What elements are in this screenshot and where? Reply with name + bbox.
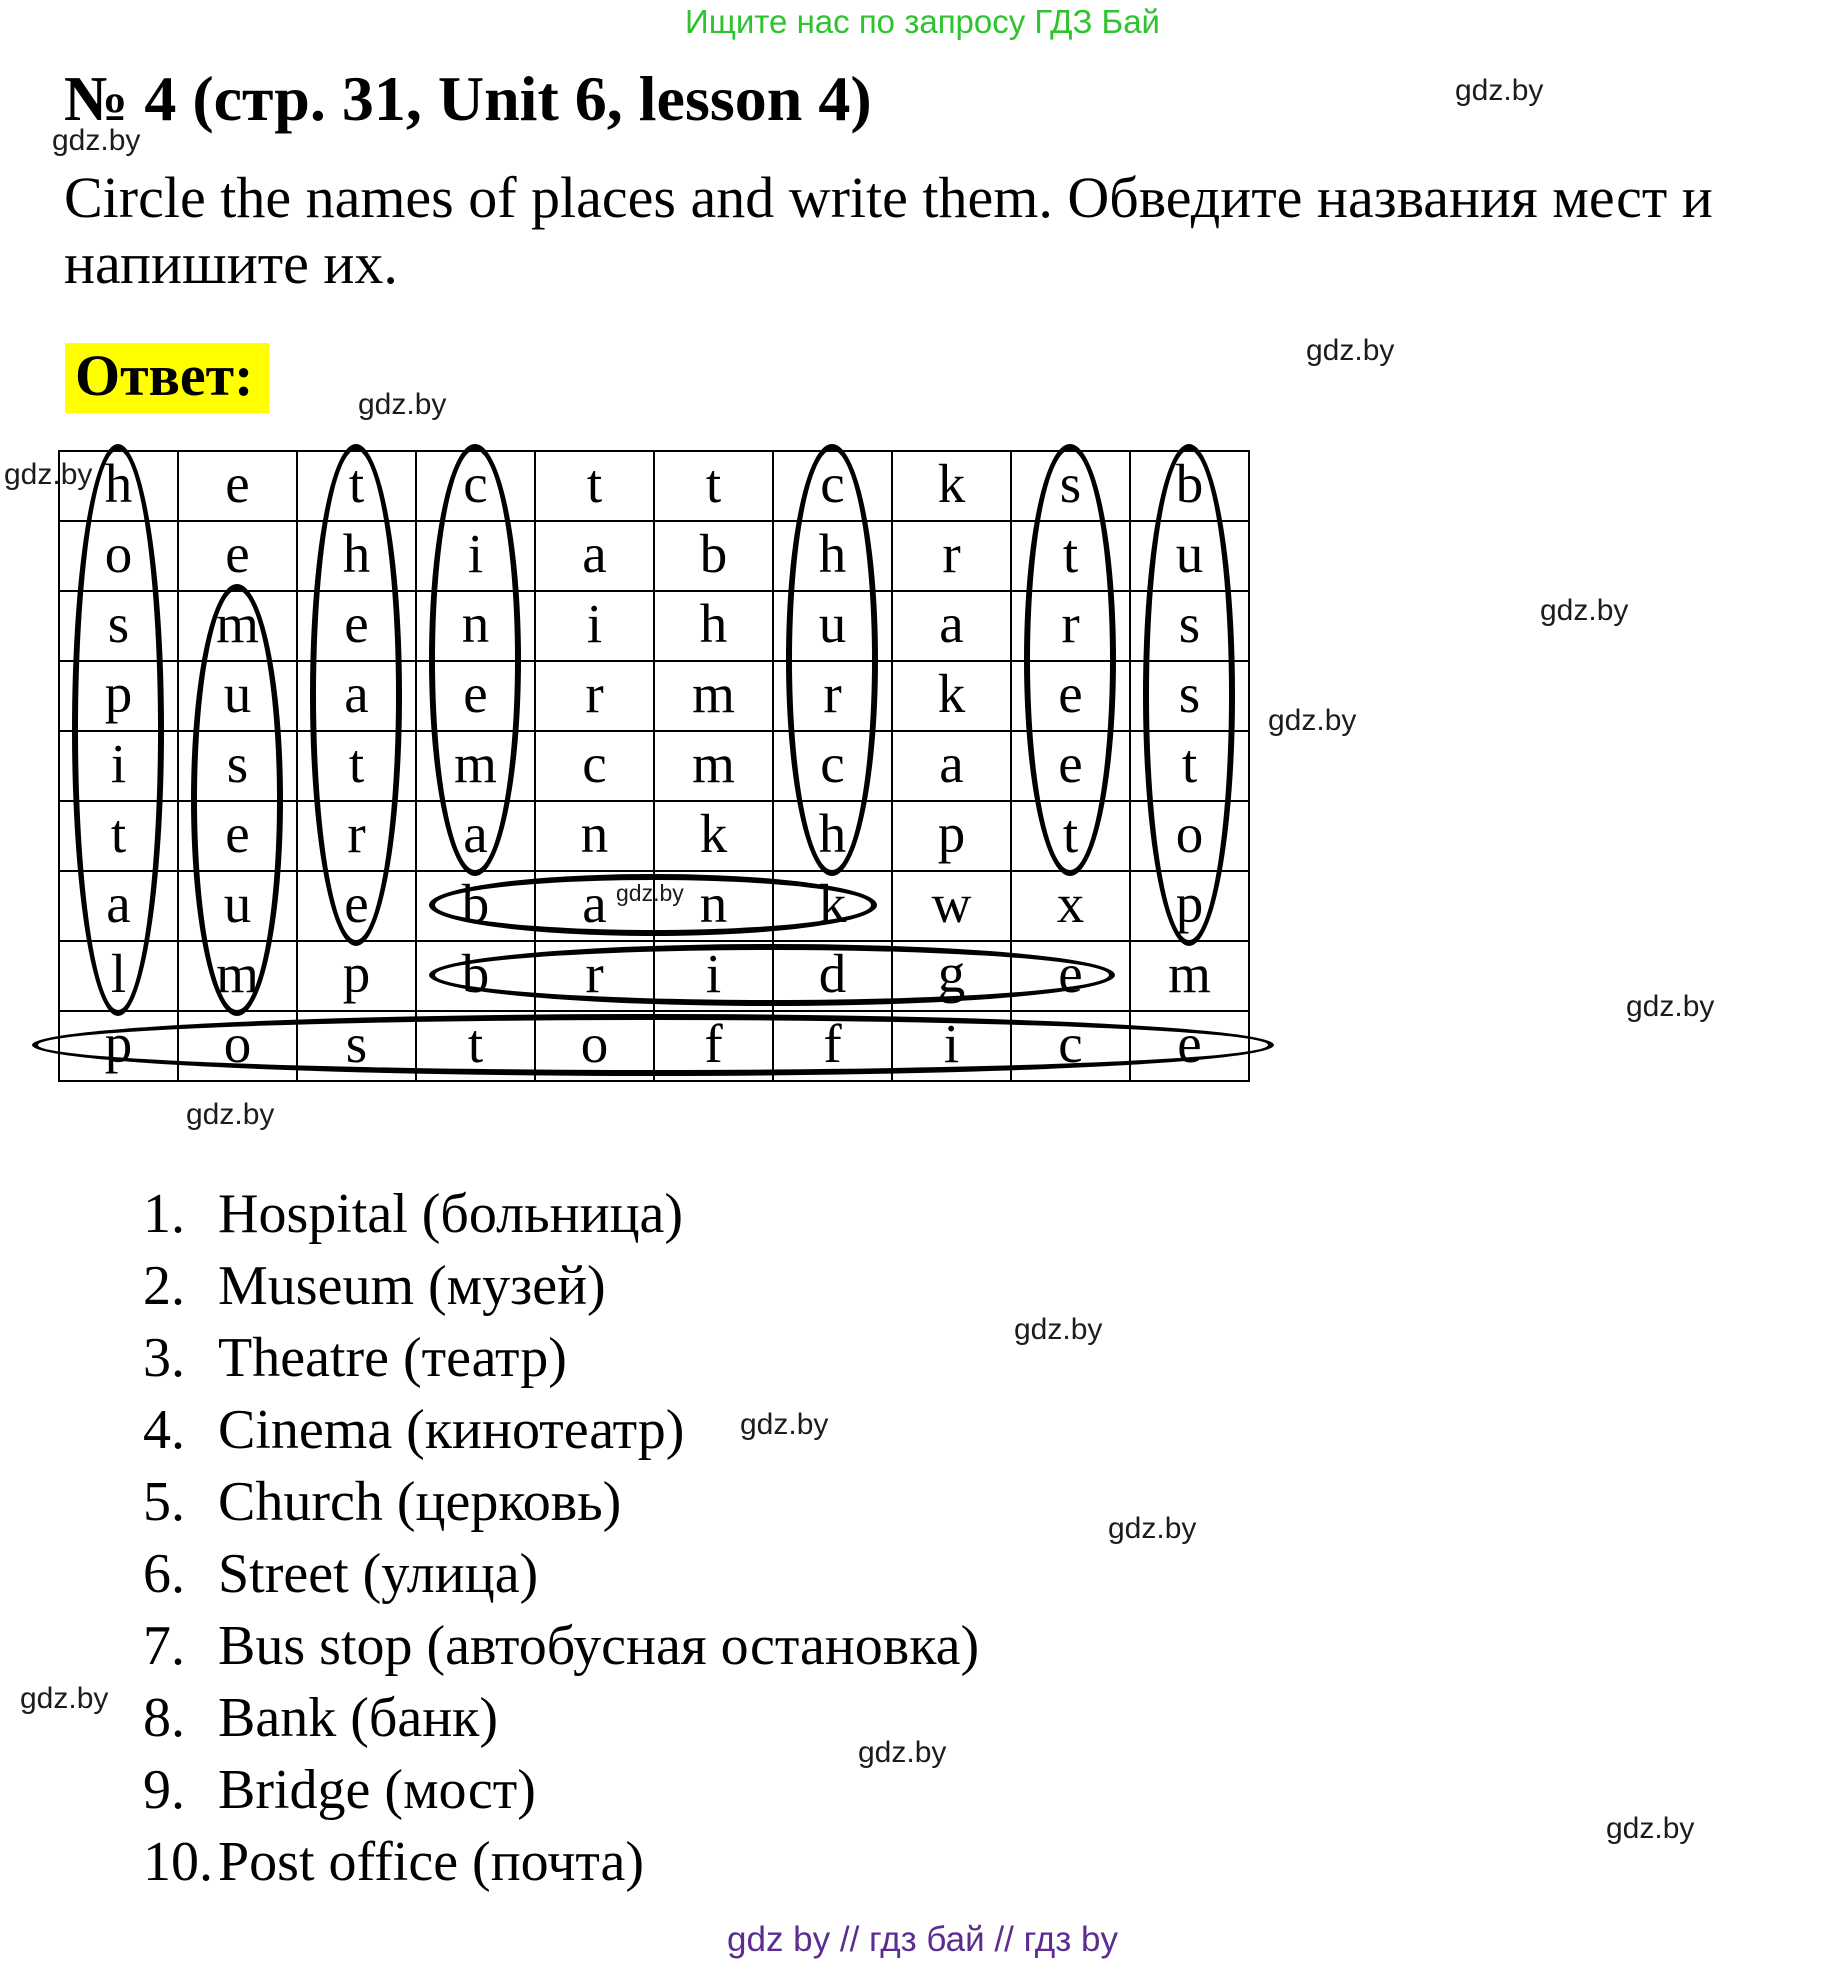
grid-row xyxy=(59,451,1249,521)
instruction-line: напишите их. xyxy=(64,231,398,296)
grid-row xyxy=(59,941,1249,1011)
grid-cell: b xyxy=(416,871,535,941)
exercise-title: № 4 (стр. 31, Unit 6, lesson 4) xyxy=(64,63,872,134)
answers-list xyxy=(143,1178,979,1898)
grid-cell: p xyxy=(59,1011,178,1081)
grid-cell: w xyxy=(892,871,1011,941)
grid-cell: f xyxy=(773,1011,892,1081)
grid-cell: m xyxy=(416,731,535,801)
grid-row xyxy=(59,731,1249,801)
watermark: gdz.by xyxy=(20,1682,109,1715)
grid-cell: e xyxy=(1011,941,1130,1011)
answer-item xyxy=(143,1610,979,1682)
watermark: gdz.by xyxy=(1108,1512,1197,1545)
wordsearch-table xyxy=(58,450,1250,1082)
grid-cell: a xyxy=(535,871,654,941)
grid-cell: s xyxy=(297,1011,416,1081)
grid-cell: a xyxy=(535,521,654,591)
watermark: gdz.by xyxy=(4,458,93,491)
answer-number: 9. xyxy=(143,1759,185,1821)
wordsearch-grid xyxy=(58,450,1248,1080)
grid-cell: n xyxy=(535,801,654,871)
grid-cell: b xyxy=(654,521,773,591)
grid-cell: h xyxy=(297,521,416,591)
grid-row xyxy=(59,521,1249,591)
answer-text: Church (церковь) xyxy=(218,1471,622,1533)
grid-cell: c xyxy=(773,731,892,801)
grid-cell: r xyxy=(535,661,654,731)
wordsearch-table-body xyxy=(59,451,1249,1081)
grid-cell: e xyxy=(178,801,297,871)
grid-cell: i xyxy=(892,1011,1011,1081)
grid-cell: o xyxy=(178,1011,297,1081)
grid-cell: c xyxy=(535,731,654,801)
grid-cell: e xyxy=(1011,731,1130,801)
instruction-line: Circle the names of places and write them. Обведите названия мест и xyxy=(64,165,1713,230)
grid-cell: m xyxy=(654,731,773,801)
grid-cell: s xyxy=(1130,661,1249,731)
grid-cell: e xyxy=(178,451,297,521)
grid-cell: t xyxy=(59,801,178,871)
grid-cell: k xyxy=(773,871,892,941)
answer-text: Theatre (театр) xyxy=(218,1327,567,1389)
grid-cell: t xyxy=(1011,801,1130,871)
grid-cell: t xyxy=(416,1011,535,1081)
grid-cell: p xyxy=(297,941,416,1011)
grid-cell: c xyxy=(1011,1011,1130,1081)
grid-cell: n xyxy=(654,871,773,941)
answer-item xyxy=(143,1466,979,1538)
grid-cell: h xyxy=(773,801,892,871)
grid-cell: s xyxy=(1011,451,1130,521)
grid-cell: k xyxy=(892,451,1011,521)
grid-cell: s xyxy=(59,591,178,661)
grid-cell: t xyxy=(1130,731,1249,801)
grid-cell: e xyxy=(1011,661,1130,731)
watermark: gdz.by xyxy=(52,124,141,157)
answer-text: Bus stop (автобусная остановка) xyxy=(218,1615,980,1677)
grid-cell: k xyxy=(892,661,1011,731)
watermark: gdz.by xyxy=(1540,594,1629,627)
answer-number: 2. xyxy=(143,1255,185,1317)
grid-cell: c xyxy=(773,451,892,521)
answer-number: 8. xyxy=(143,1687,185,1749)
grid-cell: o xyxy=(1130,801,1249,871)
grid-cell: a xyxy=(416,801,535,871)
answer-text: Street (улица) xyxy=(218,1543,539,1605)
grid-cell: o xyxy=(535,1011,654,1081)
grid-cell: e xyxy=(178,521,297,591)
grid-cell: i xyxy=(59,731,178,801)
grid-cell: h xyxy=(773,521,892,591)
watermark: gdz.by xyxy=(1455,74,1544,107)
grid-cell: t xyxy=(297,451,416,521)
grid-cell: h xyxy=(654,591,773,661)
grid-cell: s xyxy=(178,731,297,801)
grid-cell: e xyxy=(297,591,416,661)
answer-number: 4. xyxy=(143,1399,185,1461)
task-instruction xyxy=(64,165,1713,297)
grid-cell: u xyxy=(773,591,892,661)
grid-cell: r xyxy=(535,941,654,1011)
grid-cell: d xyxy=(773,941,892,1011)
watermark: gdz.by xyxy=(1306,334,1395,367)
answer-text: Cinema (кинотеатр) xyxy=(218,1399,685,1461)
grid-cell: p xyxy=(59,661,178,731)
grid-cell: p xyxy=(892,801,1011,871)
grid-cell: g xyxy=(892,941,1011,1011)
grid-cell: c xyxy=(416,451,535,521)
grid-row xyxy=(59,801,1249,871)
answer-item xyxy=(143,1250,979,1322)
grid-cell: x xyxy=(1011,871,1130,941)
grid-cell: b xyxy=(416,941,535,1011)
footer-watermark: gdz by // гдз бай // гдз by xyxy=(727,1920,1118,1959)
grid-cell: m xyxy=(1130,941,1249,1011)
grid-cell: t xyxy=(654,451,773,521)
grid-cell: l xyxy=(59,941,178,1011)
answer-text: Bridge (мост) xyxy=(218,1759,536,1821)
answer-number: 10. xyxy=(143,1831,213,1893)
answer-item xyxy=(143,1322,979,1394)
grid-cell: u xyxy=(1130,521,1249,591)
grid-cell: r xyxy=(1011,591,1130,661)
grid-cell: s xyxy=(1130,591,1249,661)
answer-text: Hospital (больница) xyxy=(218,1183,684,1245)
answer-item xyxy=(143,1826,979,1898)
grid-cell: r xyxy=(892,521,1011,591)
grid-cell: u xyxy=(178,871,297,941)
answer-item xyxy=(143,1754,979,1826)
watermark: gdz.by xyxy=(1268,704,1357,737)
watermark: gdz.by xyxy=(358,388,447,421)
grid-cell: n xyxy=(416,591,535,661)
answer-label: Ответ: xyxy=(65,343,269,413)
promo-banner: Ищите нас по запросу ГДЗ Бай xyxy=(685,3,1160,40)
grid-cell: k xyxy=(654,801,773,871)
watermark: gdz.by xyxy=(740,1408,829,1441)
answer-item xyxy=(143,1394,979,1466)
grid-cell: o xyxy=(59,521,178,591)
grid-cell: i xyxy=(416,521,535,591)
grid-cell: p xyxy=(1130,871,1249,941)
grid-cell: t xyxy=(297,731,416,801)
grid-cell: b xyxy=(1130,451,1249,521)
answer-text: Post office (почта) xyxy=(218,1831,645,1893)
answer-number: 3. xyxy=(143,1327,185,1389)
grid-cell: t xyxy=(535,451,654,521)
grid-cell: i xyxy=(654,941,773,1011)
answer-number: 7. xyxy=(143,1615,185,1677)
grid-row xyxy=(59,591,1249,661)
grid-cell: a xyxy=(892,591,1011,661)
watermark: gdz.by xyxy=(616,880,684,906)
answer-item xyxy=(143,1538,979,1610)
watermark: gdz.by xyxy=(186,1098,275,1131)
watermark: gdz.by xyxy=(1014,1313,1103,1346)
watermark: gdz.by xyxy=(1606,1812,1695,1845)
answer-number: 5. xyxy=(143,1471,185,1533)
grid-cell: f xyxy=(654,1011,773,1081)
answer-text: Museum (музей) xyxy=(218,1255,606,1317)
answer-number: 1. xyxy=(143,1183,185,1245)
answer-number: 6. xyxy=(143,1543,185,1605)
watermark: gdz.by xyxy=(858,1736,947,1769)
answer-text: Bank (банк) xyxy=(218,1687,499,1749)
grid-cell: m xyxy=(654,661,773,731)
grid-row xyxy=(59,1011,1249,1081)
answer-item xyxy=(143,1178,979,1250)
grid-cell: t xyxy=(1011,521,1130,591)
grid-cell: i xyxy=(535,591,654,661)
watermark: gdz.by xyxy=(1626,990,1715,1023)
grid-cell: e xyxy=(416,661,535,731)
grid-cell: m xyxy=(178,591,297,661)
grid-cell: u xyxy=(178,661,297,731)
grid-cell: a xyxy=(59,871,178,941)
grid-cell: r xyxy=(297,801,416,871)
grid-cell: e xyxy=(297,871,416,941)
grid-cell: a xyxy=(297,661,416,731)
grid-cell: a xyxy=(892,731,1011,801)
answer-item xyxy=(143,1682,979,1754)
grid-cell: r xyxy=(773,661,892,731)
grid-cell: h xyxy=(59,451,178,521)
grid-cell: e xyxy=(1130,1011,1249,1081)
grid-row xyxy=(59,661,1249,731)
grid-cell: m xyxy=(178,941,297,1011)
